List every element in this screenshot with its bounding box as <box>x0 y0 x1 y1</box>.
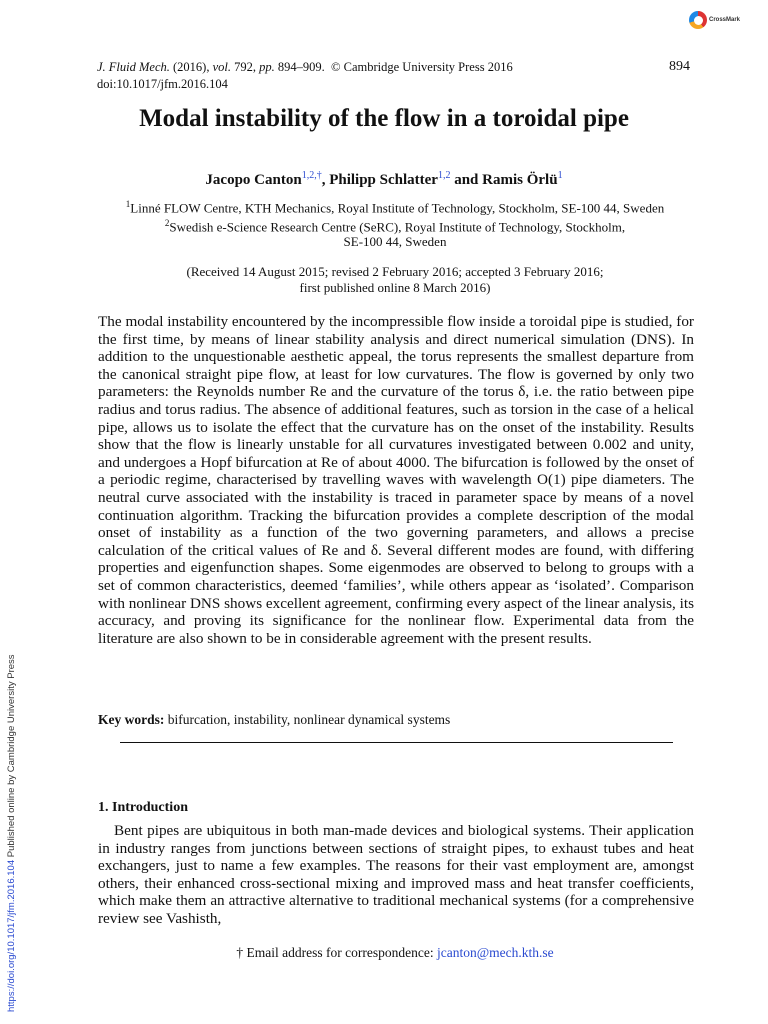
author-list <box>0 170 768 189</box>
published-date: first published online 8 March 2016) <box>299 280 491 295</box>
side-published-note: Published online by Cambridge University Press <box>6 654 17 858</box>
affiliation-2-number: 2 <box>164 218 170 228</box>
author-orlu-affil[interactable]: 1 <box>557 170 563 181</box>
volume-number: 792, <box>234 60 256 74</box>
affiliation-2-text: Swedish e-Science Research Centre (SeRC), Royal Institute of Technology, Stockholm, <box>169 219 626 235</box>
volume-label: vol. <box>212 60 231 74</box>
crossmark-label: CrossMark <box>709 17 741 23</box>
correspondence-email[interactable]: jcanton@mech.kth.se <box>436 945 554 960</box>
section-heading: 1. Introduction <box>98 800 188 815</box>
keywords-text: bifurcation, instability, nonlinear dynamical systems <box>167 712 451 727</box>
journal-name: J. Fluid Mech. <box>97 60 170 74</box>
pages-label: pp. <box>259 60 275 74</box>
received-dates: (Received 14 August 2015; revised 2 February 2016; accepted 3 February 2016; <box>186 264 604 279</box>
keywords-label: Key words: <box>98 712 165 727</box>
affiliation-2 <box>0 218 768 235</box>
author-separator: , <box>321 172 326 188</box>
author-orlu: Ramis Örlü <box>482 172 558 188</box>
doi-line: doi:10.1017/jfm.2016.104 <box>97 77 228 91</box>
paper-title: Modal instability of the flow in a toroidal pipe <box>139 105 629 132</box>
side-doi-link[interactable]: https://doi.org/10.1017/jfm.2016.104 <box>6 859 17 1012</box>
author-schlatter: Philipp Schlatter <box>329 172 438 188</box>
divider <box>120 742 673 743</box>
author-canton-affil[interactable]: 1,2,† <box>301 170 322 181</box>
journal-citation <box>97 60 513 75</box>
affiliation-1-text: Linné FLOW Centre, KTH Mechanics, Royal Institute of Technology, Stockholm, SE-100 44, Sweden <box>130 200 665 216</box>
affiliation-2-line2: SE-100 44, Sweden <box>343 234 447 249</box>
author-schlatter-affil[interactable]: 1,2 <box>437 170 451 181</box>
copyright: © Cambridge University Press 2016 <box>331 60 513 74</box>
page-range: 894–909. <box>277 60 325 74</box>
introduction-text: Bent pipes are ubiquitous in both man-made devices and biological systems. Their application in industry ranges from junctions between sections of straight pipes, to exhaust tubes and heat exchangers, just to name a few examples. The reasons for their vast employment are, amongst others, their enhanced cross-sectional mixing and improved mass and heat transfer coefficients, which make them an attractive alternative to traditional mechanical systems (for a comprehensive review see Vashisth, <box>98 822 694 927</box>
author-canton: Jacopo Canton <box>205 172 302 188</box>
side-note <box>6 652 17 1012</box>
abstract: The modal instability encountered by the incompressible flow inside a toroidal pipe is studied, for the first time, by means of linear stability analysis and direct numerical simulation (DNS). In addition to the unquestionable aesthetic appeal, the torus represents the smallest departure from the canonical straight pipe flow, at least for low curvatures. The flow is governed by only two parameters: the Reynolds number Re and the curvature of the torus δ, i.e. the ratio between pipe radius and torus radius. The absence of additional features, such as torsion in the case of a helical pipe, allows us to isolate the effect that the curvature has on the onset of the instability. Results show that the flow is linearly unstable for all curvatures investigated between 0.002 and unity, and undergoes a Hopf bifurcation at Re of about 4000. The bifurcation is followed by the onset of a periodic regime, characterised by travelling waves with wavelength O(1) pipe diameters. The neutral curve associated with the instability is traced in parameter space by means of a novel continuation algorithm. Tracking the bifurcation provides a complete description of the modal onset of instability as a function of the two governing parameters, and allows a precise calculation of the critical values of Re and δ. Several different modes are found, with differing properties and eigenfunction shapes. Some eigenmodes are observed to belong to groups with a set of common characteristics, deemed ‘families’, while others appear as ‘isolated’. Comparison with nonlinear DNS shows excellent agreement, confirming every aspect of the linear analysis, its accuracy, and proving its significance for the nonlinear flow. Experimental data from the literature are also shown to be in considerable agreement with the present results. <box>98 313 694 647</box>
crossmark-icon <box>689 11 707 29</box>
footnote-label: † Email address for correspondence: <box>236 945 434 960</box>
page-number: 894 <box>669 59 690 74</box>
crossmark-badge[interactable] <box>689 11 740 29</box>
journal-year: (2016), <box>173 60 210 74</box>
author-and: and <box>454 172 479 188</box>
affiliation-1 <box>0 199 768 216</box>
affiliation-1-number: 1 <box>125 199 131 209</box>
keywords <box>98 712 450 728</box>
footnote <box>0 945 768 961</box>
